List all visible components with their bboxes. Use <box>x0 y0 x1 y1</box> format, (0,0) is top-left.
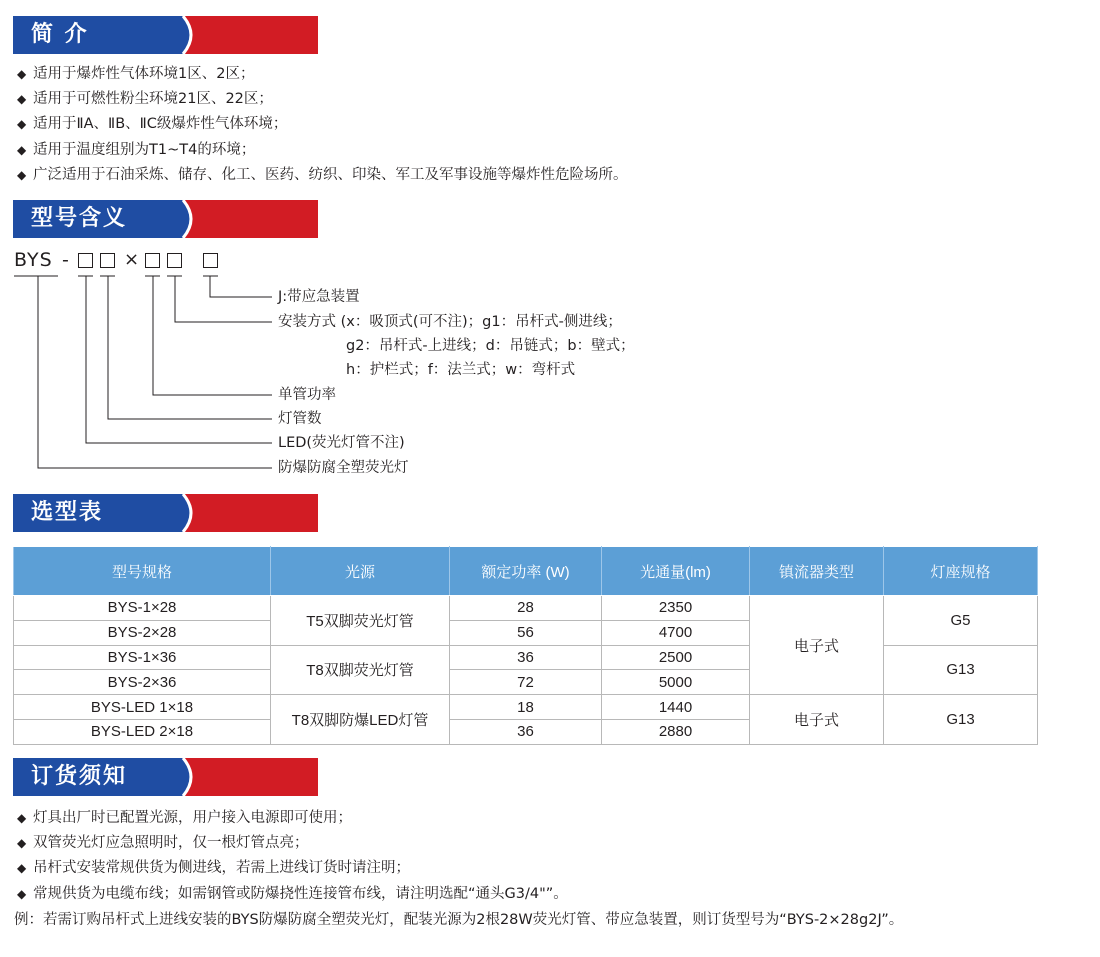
section-banner-order <box>13 758 318 796</box>
cell-flux: 1440 <box>602 695 750 720</box>
order-example: 例：若需订购吊杆式上进线安装的BYS防爆防腐全塑荧光灯，配装光源为2根28W荧光灯管、带应急装置，则订货型号为“BYS-2×28g2J”。 <box>14 912 904 928</box>
cell-base: G5 <box>884 596 1038 646</box>
list-item: ◆ 适用于爆炸性气体环境1区、2区； <box>17 62 628 87</box>
diamond-icon: ◆ <box>17 92 27 107</box>
cell-power: 36 <box>450 719 602 744</box>
cell-ballast: 电子式 <box>750 596 884 695</box>
cell-source: T8双脚防爆LED灯管 <box>271 695 450 745</box>
cell-base: G13 <box>884 645 1038 695</box>
section-banner-table <box>13 494 318 532</box>
column-header: 型号规格 <box>14 547 271 596</box>
table-row <box>14 596 1038 621</box>
order-list <box>17 806 568 907</box>
section-title-model: 型号含义 <box>31 206 128 231</box>
diamond-icon: ◆ <box>17 167 27 182</box>
cell-model: BYS-LED 2×18 <box>14 719 271 744</box>
cell-flux: 5000 <box>602 670 750 695</box>
list-item: ◆ 广泛适用于石油采炼、储存、化工、医药、纺织、印染、军工及军事设施等爆炸性危险场所。 <box>17 163 628 188</box>
cell-source: T8双脚荧光灯管 <box>271 645 450 695</box>
cell-power: 36 <box>450 645 602 670</box>
cell-source: T5双脚荧光灯管 <box>271 596 450 646</box>
selection-table <box>13 546 1038 745</box>
column-header: 灯座规格 <box>884 547 1038 596</box>
list-item: ◆ 常规供货为电缆布线；如需钢管或防爆挠性连接管布线，请注明选配“通头G3/4"”。 <box>17 882 568 907</box>
cell-ballast: 电子式 <box>750 695 884 745</box>
diamond-icon: ◆ <box>17 142 27 157</box>
list-item: ◆ 适用于ⅡA、ⅡB、ⅡC级爆炸性气体环境； <box>17 112 628 137</box>
diamond-icon: ◆ <box>17 861 27 876</box>
legend-led: LED(荧光灯管不注) <box>278 435 405 451</box>
legend-product: 防爆防腐全塑荧光灯 <box>278 460 409 476</box>
legend-mount-2: g2：吊杆式-上进线；d：吊链式；b：壁式； <box>346 338 635 354</box>
legend-mount-3: h：护栏式；f：法兰式；w：弯杆式 <box>346 362 576 378</box>
cell-power: 28 <box>450 596 602 621</box>
cell-base: G13 <box>884 695 1038 745</box>
column-header: 镇流器类型 <box>750 547 884 596</box>
legend-emergency: J:带应急装置 <box>278 289 360 305</box>
table-header-row <box>14 547 1038 596</box>
model-dash: - <box>62 249 69 271</box>
cell-power: 56 <box>450 620 602 645</box>
diamond-icon: ◆ <box>17 886 27 901</box>
diamond-icon: ◆ <box>17 67 27 81</box>
cell-model: BYS-2×36 <box>14 670 271 695</box>
cell-power: 72 <box>450 670 602 695</box>
cell-model: BYS-LED 1×18 <box>14 695 271 720</box>
column-header: 额定功率 (W) <box>450 547 602 596</box>
model-leader-lines <box>0 0 700 490</box>
model-times: × <box>124 249 140 270</box>
legend-power: 单管功率 <box>278 387 336 403</box>
list-item: ◆ 适用于可燃性粉尘环境21区、22区； <box>17 87 628 112</box>
legend-mount: 安装方式 (x：吸顶式(可不注)；g1：吊杆式-侧进线； <box>278 314 622 330</box>
section-title-table: 选型表 <box>31 500 104 525</box>
column-header: 光源 <box>271 547 450 596</box>
diamond-icon: ◆ <box>17 117 27 132</box>
cell-model: BYS-2×28 <box>14 620 271 645</box>
table-row <box>14 695 1038 720</box>
legend-count: 灯管数 <box>278 411 322 427</box>
model-prefix: BYS <box>14 249 53 271</box>
list-item: ◆ 灯具出厂时已配置光源，用户接入电源即可使用； <box>17 806 568 831</box>
list-item: ◆ 适用于温度组别为T1~T4的环境； <box>17 138 628 163</box>
cell-flux: 4700 <box>602 620 750 645</box>
list-item: ◆ 吊杆式安装常规供货为侧进线，若需上进线订货时请注明； <box>17 856 568 881</box>
cell-model: BYS-1×36 <box>14 645 271 670</box>
column-header: 光通量(lm) <box>602 547 750 596</box>
section-title-order: 订货须知 <box>31 764 128 789</box>
cell-flux: 2880 <box>602 719 750 744</box>
diamond-icon: ◆ <box>17 836 27 851</box>
section-title-intro: 简 介 <box>31 22 89 47</box>
cell-flux: 2500 <box>602 645 750 670</box>
diamond-icon: ◆ <box>17 811 27 825</box>
cell-model: BYS-1×28 <box>14 596 271 621</box>
list-item: ◆ 双管荧光灯应急照明时，仅一根灯管点亮； <box>17 831 568 856</box>
cell-power: 18 <box>450 695 602 720</box>
table-row <box>14 645 1038 670</box>
model-diagram <box>0 0 700 490</box>
cell-flux: 2350 <box>602 596 750 621</box>
